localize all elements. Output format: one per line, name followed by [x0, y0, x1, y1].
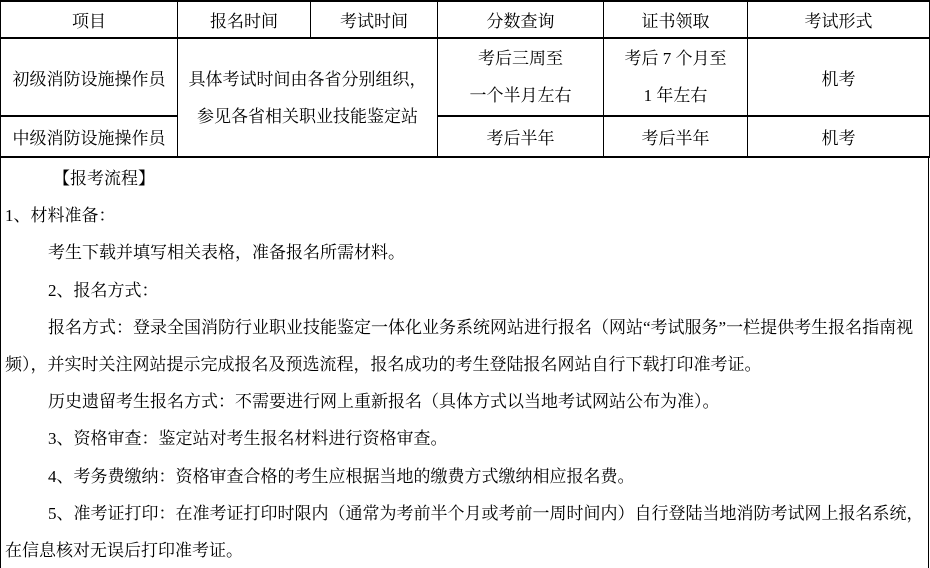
step-2-heading: 2、报名方式：: [48, 280, 159, 300]
step-1-detail: 考生下载并填写相关表格，准备报名所需材料。: [48, 243, 405, 263]
table-row-intermediate: [1, 116, 930, 157]
header-cell-project: 项目: [1, 1, 178, 38]
cell-intermediate-project: 中级消防设施操作员: [1, 116, 178, 157]
cell-junior-exam-format: 机考: [748, 38, 930, 116]
header-cell-exam-format: 考试形式: [748, 1, 930, 38]
junior-certificate-line-1: 考后 7 个月至: [624, 49, 727, 68]
header-cell-registration-time: 报名时间: [178, 1, 311, 38]
junior-score-query-line-2: 一个半月左右: [469, 86, 572, 105]
cell-intermediate-score-query: 考后半年: [438, 116, 604, 157]
step-3-detail: 3、资格审查：鉴定站对考生报名材料进行资格审查。: [48, 429, 448, 449]
junior-certificate-line-2: 1 年左右: [643, 86, 708, 105]
step-2-detail-line-2: 频），并实时关注网站提示完成报名及预选流程，报名成功的考生登陆报名网站自行下载打印准考证。: [5, 354, 762, 374]
cell-intermediate-certificate: 考后半年: [604, 116, 748, 157]
step-2-legacy-note: 历史遗留考生报名方式：不需要进行网上重新报名（具体方式以当地考试网站公布为准）。: [48, 392, 720, 412]
section-title: 【报考流程】: [53, 169, 155, 188]
cell-exam-time-merged: [178, 38, 438, 157]
junior-score-query-line-1: 考后三周至: [478, 49, 563, 68]
exam-time-line-1: 具体考试时间由各省分别组织，: [188, 69, 427, 89]
registration-process-section: [0, 158, 929, 568]
table-row-junior: [1, 38, 930, 116]
step-5-detail-line-2: 在信息核对无误后打印准考证。: [5, 540, 243, 560]
step-5-detail-line-1: 5、准考证打印：在准考证打印时限内（通常为考前半个月或考前一周时间内）自行登陆当地消防考试网上报名系统，: [48, 503, 924, 523]
header-cell-certificate: 证书领取: [604, 1, 748, 38]
exam-time-line-2: 参见各省相关职业技能鉴定站: [197, 106, 418, 126]
step-2-detail-line-1: 报名方式：登录全国消防行业职业技能鉴定一体化业务系统网站进行报名（网站“考试服务”一栏提供考生报名指南视: [48, 317, 914, 337]
cell-junior-score-query: [438, 38, 604, 116]
step-4-detail: 4、考务费缴纳：资格审查合格的考生应根据当地的缴费方式缴纳相应报名费。: [48, 466, 635, 486]
step-1-heading: 1、材料准备：: [5, 206, 116, 226]
header-cell-exam-time: 考试时间: [311, 1, 438, 38]
header-cell-score-query: 分数查询: [438, 1, 604, 38]
cell-intermediate-exam-format: 机考: [748, 116, 930, 157]
cell-junior-project: 初级消防设施操作员: [1, 38, 178, 116]
cell-junior-certificate: [604, 38, 748, 116]
table-header-row: [1, 1, 930, 38]
exam-info-table: [0, 0, 930, 158]
